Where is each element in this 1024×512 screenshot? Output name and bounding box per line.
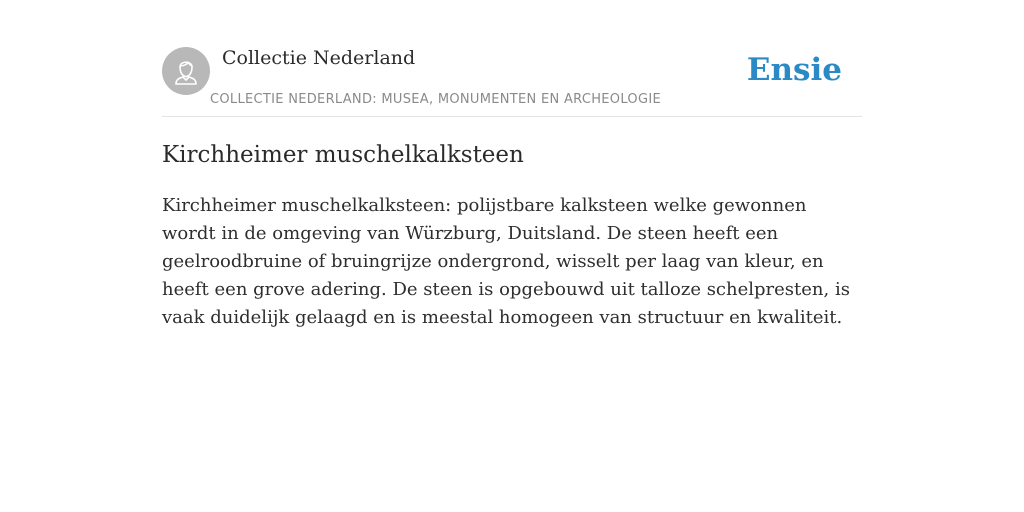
article-title: Kirchheimer muschelkalksteen	[162, 142, 524, 168]
author-header	[162, 40, 862, 117]
author-name[interactable]: Collectie Nederland	[222, 47, 416, 69]
ensie-logo[interactable]: Ensie	[746, 52, 842, 88]
author-subtitle[interactable]: COLLECTIE NEDERLAND: MUSEA, MONUMENTEN EN ARCHEOLOGIE	[210, 92, 661, 107]
user-silhouette-icon	[162, 47, 210, 95]
avatar[interactable]	[162, 47, 210, 95]
article-body: Kirchheimer muschelkalksteen: polijstbare kalksteen welke gewonnen wordt in de omgeving van Würzburg, Duitsland. De steen heeft een geelroodbruine of bruingrijze ondergrond, wisselt per laag van kleur, en heeft een grove adering. De steen is opgebouwd uit talloze schelpresten, is vaak duidelijk gelaagd en is meestal homogeen van structuur en kwaliteit.	[162, 195, 850, 328]
